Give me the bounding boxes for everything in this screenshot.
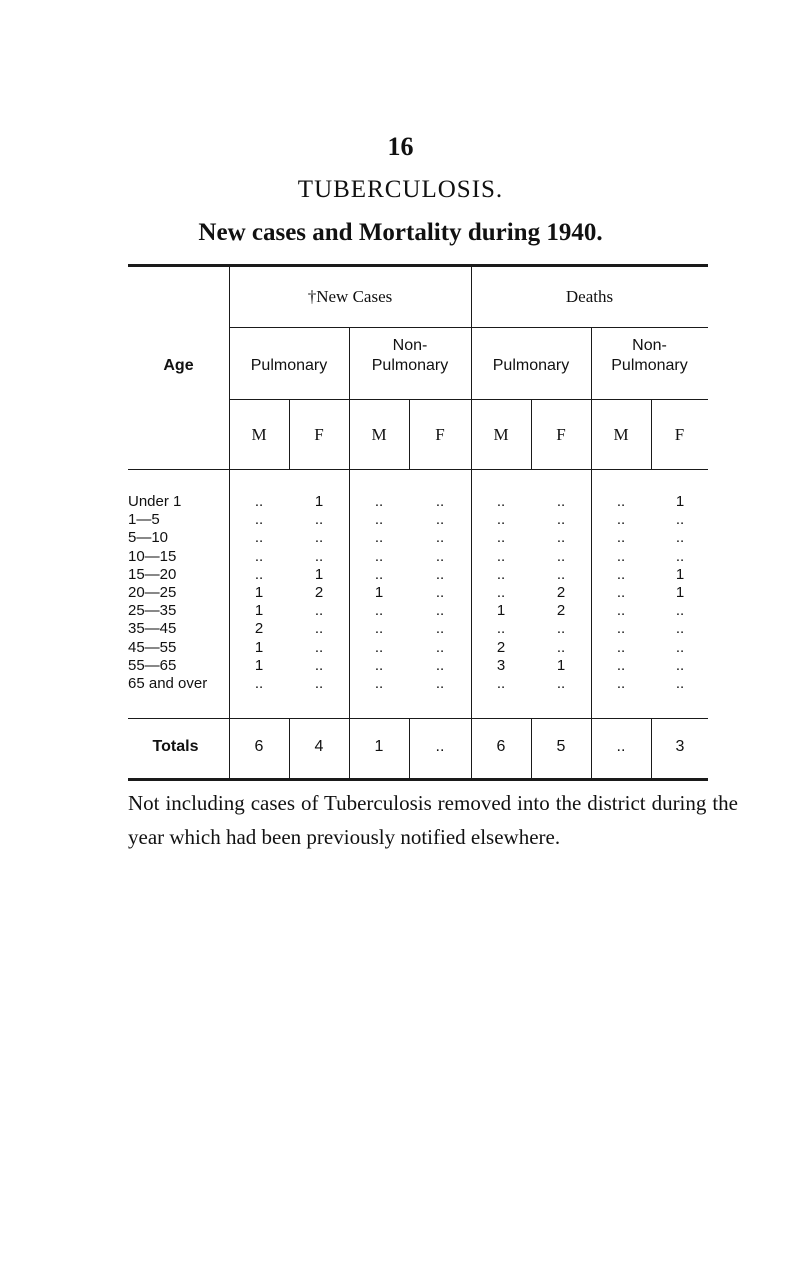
table-cell: .. bbox=[314, 675, 324, 692]
page-title: TUBERCULOSIS. bbox=[297, 176, 504, 203]
col-rule-deaths bbox=[471, 264, 472, 780]
table-cell: 1 bbox=[675, 565, 685, 583]
table-cell: .. bbox=[616, 620, 626, 638]
totals-cell: 6 bbox=[254, 738, 264, 755]
table-cell: .. bbox=[556, 565, 566, 583]
table-cell: .. bbox=[556, 547, 566, 565]
table-cell: .. bbox=[314, 620, 324, 638]
table-cell: 3 bbox=[496, 656, 506, 674]
totals-cell: 1 bbox=[374, 738, 384, 755]
row-age-label: Under 1 bbox=[128, 493, 182, 510]
table-cell: .. bbox=[675, 620, 685, 638]
table-cell: .. bbox=[314, 602, 324, 620]
col-rule-newcases-split bbox=[349, 327, 350, 780]
table-cell: .. bbox=[435, 602, 445, 620]
totals-cell: 3 bbox=[675, 738, 685, 755]
table-cell: .. bbox=[374, 511, 384, 529]
table-cell: .. bbox=[374, 638, 384, 656]
row-age-label: 65 and over bbox=[128, 675, 208, 692]
totals-cell: .. bbox=[435, 738, 445, 755]
row-age-label: 1—5 bbox=[128, 511, 160, 529]
table-cell: 2 bbox=[254, 620, 264, 638]
table-cell: .. bbox=[675, 602, 685, 620]
table-cell: .. bbox=[374, 675, 384, 692]
table-cell: .. bbox=[374, 602, 384, 620]
row-age-label: 20—25 bbox=[128, 584, 177, 601]
table-cell: .. bbox=[435, 493, 445, 510]
table-cell: .. bbox=[675, 511, 685, 529]
sex-header-f: F bbox=[314, 425, 324, 444]
subheader-new-pulmonary: Pulmonary bbox=[250, 357, 328, 374]
table-cell: .. bbox=[496, 493, 506, 510]
table-top-rule bbox=[128, 264, 708, 267]
col-rule-mf-3-totals bbox=[531, 718, 532, 780]
header-bottom-rule bbox=[128, 469, 708, 470]
table-cell: 1 bbox=[556, 656, 566, 674]
table-cell: .. bbox=[374, 656, 384, 674]
table-cell: .. bbox=[314, 547, 324, 565]
table-cell: .. bbox=[435, 547, 445, 565]
totals-cell: .. bbox=[616, 738, 626, 755]
table-cell: .. bbox=[616, 602, 626, 620]
table-cell: 1 bbox=[496, 602, 506, 620]
table-cell: .. bbox=[374, 547, 384, 565]
table-cell: .. bbox=[616, 511, 626, 529]
table-cell: .. bbox=[675, 529, 685, 547]
totals-cell: 6 bbox=[496, 738, 506, 755]
header-rule-1 bbox=[229, 327, 708, 328]
row-age-label: 10—15 bbox=[128, 547, 177, 565]
table-cell: .. bbox=[374, 493, 384, 510]
table-cell: .. bbox=[675, 547, 685, 565]
table-cell: .. bbox=[435, 584, 445, 601]
table-cell: 1 bbox=[675, 493, 685, 510]
col-rule-mf-1-totals bbox=[289, 718, 290, 780]
table-cell: .. bbox=[556, 529, 566, 547]
table-cell: .. bbox=[496, 529, 506, 547]
sex-header-m: M bbox=[493, 425, 509, 444]
table-cell: .. bbox=[496, 511, 506, 529]
sex-header-m: M bbox=[613, 425, 629, 444]
table-cell: 1 bbox=[254, 656, 264, 674]
table-cell: 1 bbox=[675, 584, 685, 601]
sex-header-f: F bbox=[674, 425, 685, 444]
table-cell: .. bbox=[374, 565, 384, 583]
table-cell: .. bbox=[374, 529, 384, 547]
table-cell: .. bbox=[616, 565, 626, 583]
table-cell: .. bbox=[374, 620, 384, 638]
table-cell: .. bbox=[254, 511, 264, 529]
table-cell: 1 bbox=[314, 493, 324, 510]
table-cell: .. bbox=[496, 675, 506, 692]
table-cell: .. bbox=[675, 638, 685, 656]
table-cell: .. bbox=[254, 675, 264, 692]
table-cell: .. bbox=[496, 584, 506, 601]
totals-label: Totals bbox=[152, 738, 199, 755]
table-cell: .. bbox=[435, 656, 445, 674]
table-cell: .. bbox=[314, 638, 324, 656]
age-header: Age bbox=[163, 357, 194, 374]
sex-header-m: M bbox=[251, 425, 267, 444]
subheader-deaths-pulmonary: Pulmonary bbox=[492, 357, 570, 374]
table-cell: .. bbox=[616, 656, 626, 674]
totals-top-rule bbox=[128, 718, 708, 719]
table-cell: .. bbox=[254, 529, 264, 547]
table-cell: .. bbox=[556, 493, 566, 510]
table-cell: 1 bbox=[254, 638, 264, 656]
page-number: 16 bbox=[387, 132, 414, 161]
table-cell: .. bbox=[616, 584, 626, 601]
table-cell: .. bbox=[496, 547, 506, 565]
row-age-label: 5—10 bbox=[128, 529, 169, 547]
page-subtitle: New cases and Mortality during 1940. bbox=[198, 219, 603, 246]
table-cell: 2 bbox=[556, 584, 566, 601]
row-age-label: 45—55 bbox=[128, 638, 177, 656]
totals-cell: 5 bbox=[556, 738, 566, 755]
table-cell: .. bbox=[556, 511, 566, 529]
row-age-label: 35—45 bbox=[128, 620, 177, 638]
table-cell: 1 bbox=[254, 584, 264, 601]
table-cell: .. bbox=[254, 493, 264, 510]
sex-header-m: M bbox=[371, 425, 387, 444]
table-cell: 2 bbox=[496, 638, 506, 656]
table-cell: .. bbox=[616, 675, 626, 692]
table-cell: 1 bbox=[374, 584, 384, 601]
table-cell: .. bbox=[314, 656, 324, 674]
table-cell: .. bbox=[675, 675, 685, 692]
footnote: Not including cases of Tuberculosis removed into the district during the year which had been previously notified elsewhere. bbox=[128, 791, 738, 849]
col-rule-age bbox=[229, 264, 230, 780]
header-rule-2 bbox=[229, 399, 708, 400]
table-cell: .. bbox=[314, 529, 324, 547]
sex-header-f: F bbox=[556, 425, 566, 444]
table-cell: .. bbox=[314, 511, 324, 529]
table-cell: .. bbox=[556, 620, 566, 638]
table-cell: .. bbox=[616, 529, 626, 547]
table-cell: .. bbox=[435, 638, 445, 656]
totals-cell: 4 bbox=[314, 738, 324, 755]
table-cell: .. bbox=[435, 565, 445, 583]
table-cell: .. bbox=[496, 565, 506, 583]
row-age-label: 55—65 bbox=[128, 656, 177, 674]
table-cell: .. bbox=[435, 529, 445, 547]
table-cell: .. bbox=[616, 547, 626, 565]
table-cell: .. bbox=[435, 511, 445, 529]
table-cell: 1 bbox=[254, 602, 264, 620]
row-age-label: 25—35 bbox=[128, 602, 177, 620]
table-bottom-rule bbox=[128, 778, 708, 781]
subheader-deaths-non-pulmonary: Non- Pulmonary bbox=[611, 337, 688, 374]
table-cell: .. bbox=[616, 493, 626, 510]
col-rule-mf-4-totals bbox=[651, 718, 652, 780]
sex-header-f: F bbox=[435, 425, 445, 444]
table-cell: .. bbox=[556, 638, 566, 656]
new-cases-header: †New Cases bbox=[307, 287, 393, 306]
table-cell: .. bbox=[435, 675, 445, 692]
table-cell: .. bbox=[254, 565, 264, 583]
table-cell: .. bbox=[616, 638, 626, 656]
col-rule-mf-2-totals bbox=[409, 718, 410, 780]
table-cell: .. bbox=[254, 547, 264, 565]
subheader-new-non-pulmonary: Non- Pulmonary bbox=[371, 337, 449, 374]
deaths-header: Deaths bbox=[565, 287, 614, 306]
table-cell: .. bbox=[675, 656, 685, 674]
table-cell: .. bbox=[556, 675, 566, 692]
row-age-label: 15—20 bbox=[128, 565, 177, 583]
col-rule-deaths-split bbox=[591, 327, 592, 780]
table-cell: 2 bbox=[314, 584, 324, 601]
table-cell: .. bbox=[496, 620, 506, 638]
table-cell: .. bbox=[435, 620, 445, 638]
table-cell: 2 bbox=[556, 602, 566, 620]
table-cell: 1 bbox=[314, 565, 324, 583]
